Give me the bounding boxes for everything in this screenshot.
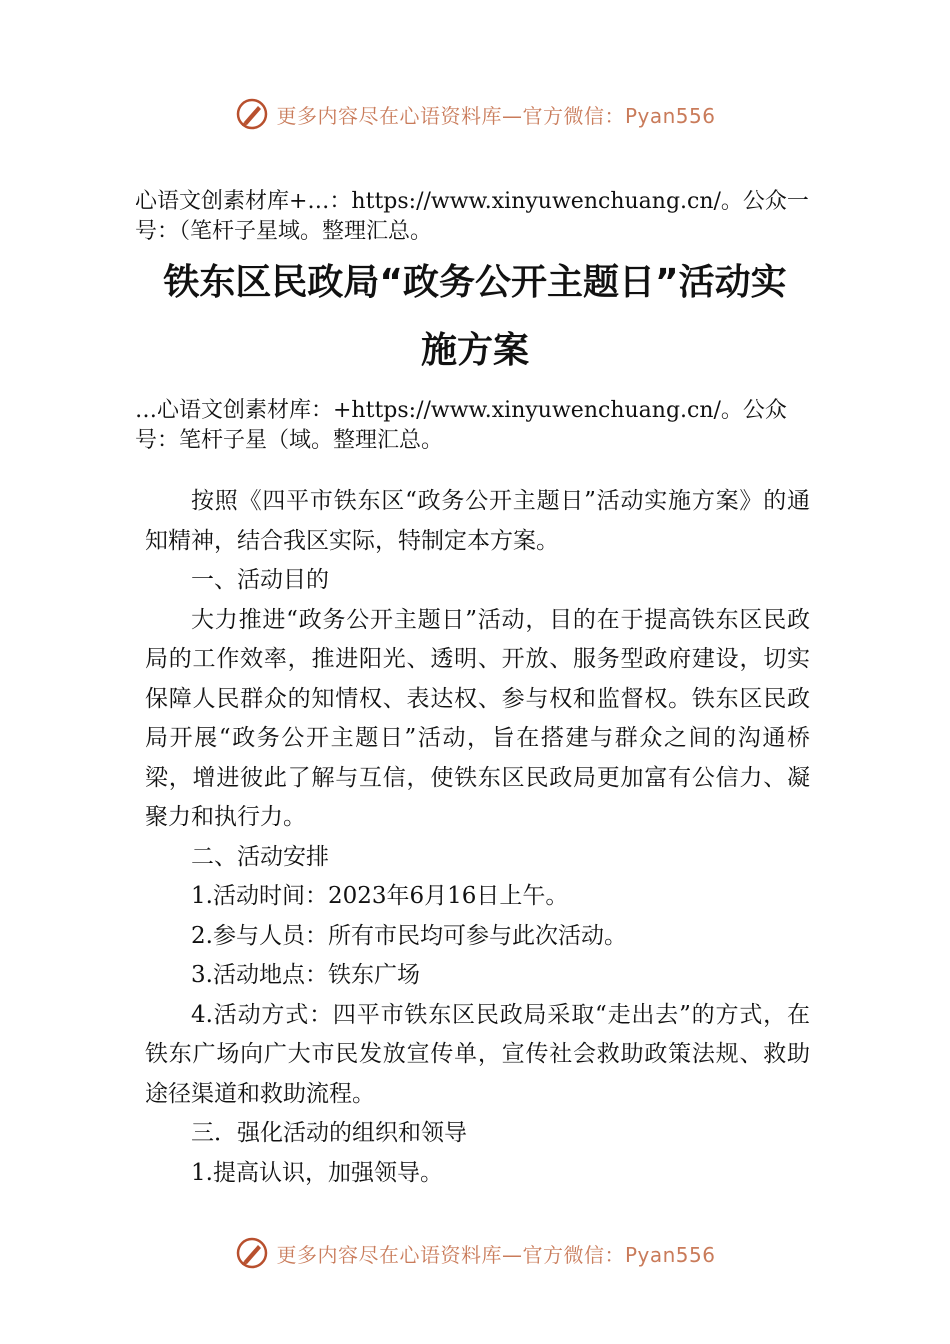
- intro-paragraph: 按照《四平市铁东区“政务公开主题日”活动实施方案》的通知精神，结合我区实际，特制定本方案。: [145, 488, 810, 554]
- document-body: [145, 482, 810, 1193]
- document-title-line-1: 铁东区民政局“政务公开主题日”活动实: [163, 262, 787, 303]
- footer-watermark: [0, 1233, 950, 1273]
- promo-text-2: …心语文创素材库：+https://www.xinyuwenchuang.cn/。公众号：笔杆子星（域。整理汇总。: [135, 398, 787, 453]
- header-watermark: [0, 94, 950, 134]
- schedule-item-time: 1.活动时间：2023年6月16日上午。: [191, 883, 569, 909]
- watermark-text: 更多内容尽在心语资料库—官方微信：Pyan556: [276, 1242, 716, 1267]
- quill-pen-logo-icon: [234, 1235, 270, 1271]
- document-title-line-2: 施方案: [420, 330, 529, 371]
- quill-pen-logo-icon: [234, 96, 270, 132]
- schedule-item-method: 4.活动方式：四平市铁东区民政局采取“走出去”的方式，在铁东广场向广大市民发放宣传单，宣传社会救助政策法规、救助途径渠道和救助流程。: [145, 1001, 810, 1107]
- promo-text-1: 心语文创素材库+…：https://www.xinyuwenchuang.cn/。公众一号：（笔杆子星域。整理汇总。: [135, 189, 809, 244]
- leadership-item-1: 1.提高认识，加强领导。: [191, 1159, 443, 1186]
- schedule-item-participants: 2.参与人员：所有市民均可参与此次活动。: [191, 922, 627, 949]
- section-heading-3: 三．强化活动的组织和领导: [191, 1120, 467, 1146]
- schedule-item-location: 3.活动地点：铁东广场: [191, 962, 420, 988]
- section-heading-2: 二、活动安排: [191, 843, 329, 870]
- purpose-paragraph: 大力推进“政务公开主题日”活动，目的在于提高铁东区民政局的工作效率，推进阳光、透明、开放、服务型政府建设，切实保障人民群众的知情权、表达权、参与权和监督权。铁东区民政局开展“政务公开主题日”活动，旨在搭建与群众之间的沟通桥梁，增进彼此了解与互信，使铁东区民政局更加富有公信力、凝聚力和执行力。: [145, 606, 810, 830]
- watermark-text: 更多内容尽在心语资料库—官方微信：Pyan556: [276, 103, 716, 128]
- section-heading-1: 一、活动目的: [191, 567, 329, 593]
